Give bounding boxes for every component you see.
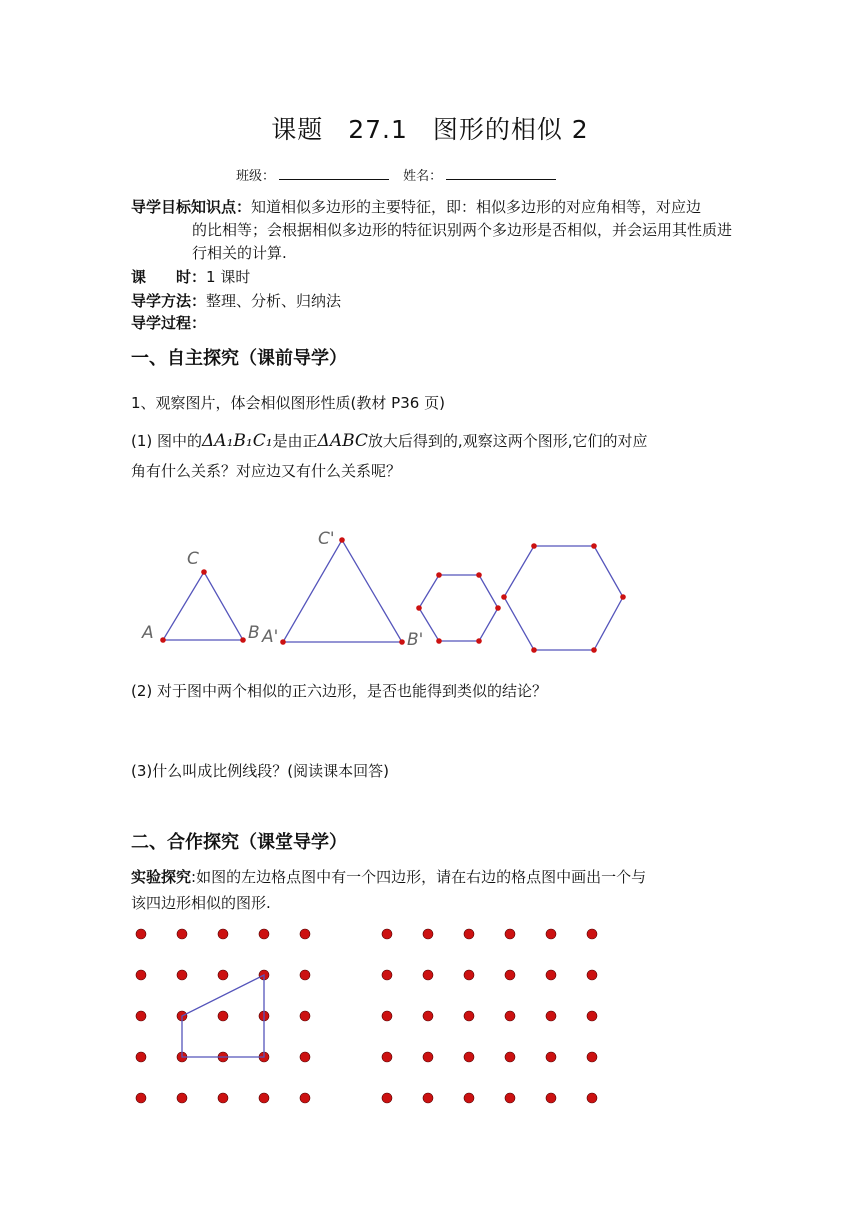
grid-dot <box>136 1052 146 1062</box>
section2-heading: 二、合作探究（课堂导学） <box>131 832 347 853</box>
title-prefix: 课题 <box>271 115 324 144</box>
q1-1-middle: 是由正 <box>272 432 318 450</box>
grid-dot[interactable] <box>505 1011 515 1021</box>
objectives-line2: 的比相等；会根据相似多边形的特征识别两个多边形是否相似，并会运用其性质进 <box>192 221 733 239</box>
method-label: 导学方法： <box>131 292 207 310</box>
grid-dot <box>218 929 228 939</box>
grid-dot[interactable] <box>505 929 515 939</box>
question-1: 1、观察图片，体会相似图形性质(教材 P36 页) <box>131 394 445 412</box>
grid-dot[interactable] <box>505 970 515 980</box>
grid-dot[interactable] <box>464 1011 474 1021</box>
grid-dot <box>136 929 146 939</box>
grid-dot[interactable] <box>587 1052 597 1062</box>
grid-dot[interactable] <box>382 929 392 939</box>
title-number: 27.1 <box>348 115 408 144</box>
experiment-text-line1: :如图的左边格点图中有一个四边形，请在右边的格点图中画出一个与 <box>191 868 647 886</box>
class-label: 班级： <box>236 169 276 184</box>
grid-dot <box>300 1052 310 1062</box>
q1-1-prefix: (1) 图中的 <box>131 432 203 450</box>
grid-dot[interactable] <box>423 1052 433 1062</box>
grid-dot <box>300 970 310 980</box>
question-1-1-line2: 角有什么关系？对应边又有什么关系呢？ <box>131 462 402 480</box>
right-dot-grid[interactable] <box>382 929 597 1103</box>
grid-dot[interactable] <box>587 1011 597 1021</box>
grid-dot[interactable] <box>464 1093 474 1103</box>
grid-dot <box>218 970 228 980</box>
label-b-prime: B' <box>407 630 424 650</box>
grid-dot <box>300 1011 310 1021</box>
grid-dot[interactable] <box>464 1052 474 1062</box>
objectives-line1: 知道相似多边形的主要特征，即：相似多边形的对应角相等，对应边 <box>251 198 702 216</box>
grid-dot[interactable] <box>546 929 556 939</box>
grid-dot <box>136 970 146 980</box>
label-a-prime: A' <box>262 627 279 647</box>
grid-dot <box>259 1093 269 1103</box>
name-label: 姓名： <box>403 169 443 184</box>
grid-dot[interactable] <box>546 1011 556 1021</box>
label-a: A <box>142 623 154 643</box>
objectives-label: 导学目标知识点： <box>131 198 252 216</box>
question-1-3: (3)什么叫成比例线段？(阅读课本回答) <box>131 762 389 780</box>
question-1-2: (2) 对于图中两个相似的正六边形，是否也能得到类似的结论？ <box>131 682 548 700</box>
grid-dot[interactable] <box>505 1093 515 1103</box>
grid-dot <box>300 1093 310 1103</box>
grid-dot[interactable] <box>382 1093 392 1103</box>
process-label: 导学过程： <box>131 314 207 332</box>
grid-dot <box>136 1011 146 1021</box>
grid-dot <box>259 929 269 939</box>
grid-dot[interactable] <box>464 970 474 980</box>
grid-dot[interactable] <box>423 1093 433 1103</box>
grid-dot[interactable] <box>382 1052 392 1062</box>
left-dot-grid <box>136 929 310 1103</box>
grid-dot[interactable] <box>382 1011 392 1021</box>
grid-dot[interactable] <box>382 970 392 980</box>
grid-dot <box>136 1093 146 1103</box>
title-name: 图形的相似 2 <box>432 115 589 144</box>
grid-dot <box>177 1093 187 1103</box>
grid-dot[interactable] <box>423 970 433 980</box>
lesson-value: 1 课时 <box>206 268 251 286</box>
grid-dot <box>300 929 310 939</box>
grid-dot[interactable] <box>464 929 474 939</box>
grid-dot <box>218 1011 228 1021</box>
label-c-prime: C' <box>318 529 335 549</box>
grid-dot[interactable] <box>505 1052 515 1062</box>
method-value: 整理、分析、归纳法 <box>206 292 342 310</box>
lesson-label: 课 时： <box>131 268 207 286</box>
grid-dot[interactable] <box>546 970 556 980</box>
grid-dot <box>177 929 187 939</box>
grid-dot[interactable] <box>587 1093 597 1103</box>
grid-dot <box>218 1093 228 1103</box>
grid-dot <box>177 970 187 980</box>
label-c: C <box>187 549 199 569</box>
grid-dot[interactable] <box>587 929 597 939</box>
label-b: B <box>248 623 260 643</box>
math-triangle-a1b1c1: ΔA₁B₁C₁ <box>202 431 273 451</box>
objectives-line3: 行相关的计算. <box>192 244 287 262</box>
math-triangle-abc: ΔABC <box>317 431 368 451</box>
experiment-label: 实验探究 <box>131 868 192 886</box>
grid-dot[interactable] <box>546 1052 556 1062</box>
grid-dot[interactable] <box>423 1011 433 1021</box>
grid-dot[interactable] <box>546 1093 556 1103</box>
q1-1-suffix: 放大后得到的,观察这两个图形,它们的对应 <box>367 432 648 450</box>
grid-dot[interactable] <box>423 929 433 939</box>
grid-dot[interactable] <box>587 970 597 980</box>
experiment-text-line2: 该四边形相似的图形. <box>131 894 271 912</box>
section1-heading: 一、自主探究（课前导学） <box>131 348 347 369</box>
